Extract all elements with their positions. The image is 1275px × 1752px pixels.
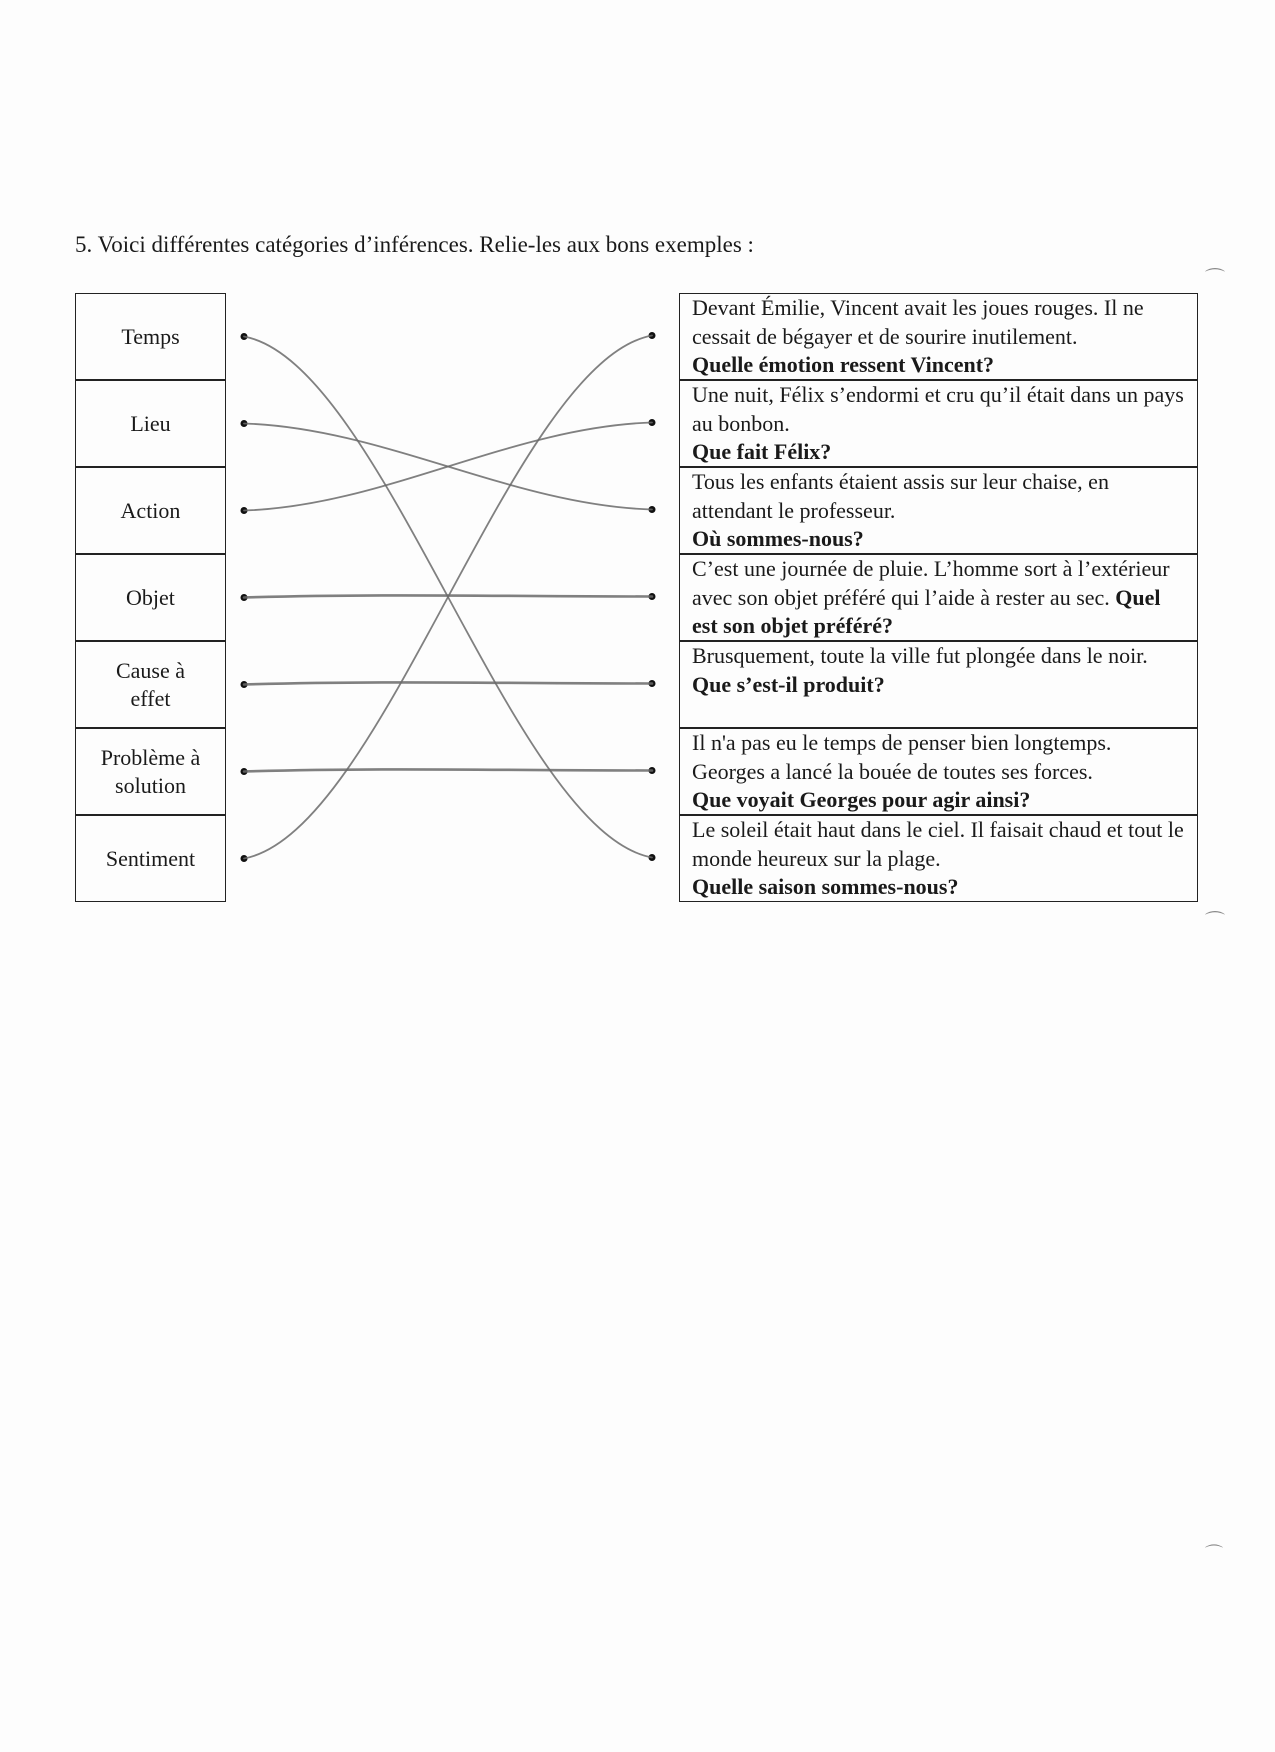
category-label: Temps: [121, 323, 180, 349]
category-box: [75, 641, 226, 728]
right-connection-dot: [649, 593, 656, 600]
category-box: [75, 293, 226, 380]
category-label: Problème à solution: [100, 744, 201, 798]
example-text: C’est une journée de pluie. L’homme sort à l’extérieur avec son objet préféré qui l’aide à rester au sec.: [692, 556, 1170, 610]
category-box: [75, 467, 226, 554]
category-box: [75, 380, 226, 467]
left-connection-dot: [241, 768, 248, 775]
category-box: [75, 728, 226, 815]
example-question: Que fait Félix?: [692, 439, 832, 464]
example-box: [679, 641, 1198, 728]
paper-mark: ⌒: [1205, 909, 1225, 933]
match-line: [244, 424, 652, 510]
example-box: [679, 467, 1198, 554]
right-connection-dot: [649, 680, 656, 687]
match-line: [244, 769, 652, 771]
match-line: [244, 336, 652, 859]
exercise-instruction: 5. Voici différentes catégories d’inférences. Relie-les aux bons exemples :: [75, 232, 754, 257]
left-connection-dot: [241, 507, 248, 514]
category-label: Cause à effet: [115, 657, 186, 711]
example-box: [679, 554, 1198, 641]
example-question: Quelle émotion ressent Vincent?: [692, 352, 995, 377]
category-label: Sentiment: [105, 845, 196, 871]
example-text: Il n'a pas eu le temps de penser bien longtemps. Georges a lancé la bouée de toutes ses forces.: [692, 730, 1112, 784]
example-box: [679, 815, 1198, 902]
match-line: [244, 337, 652, 858]
example-box: [679, 293, 1198, 380]
category-label: Objet: [126, 584, 175, 610]
left-connection-dot: [241, 681, 248, 688]
example-question: Quelle saison sommes-nous?: [692, 874, 959, 899]
left-connection-dot: [241, 594, 248, 601]
match-line: [244, 423, 652, 511]
right-connection-dot: [649, 506, 656, 513]
example-text: Le soleil était haut dans le ciel. Il faisait chaud et tout le monde heureux sur la plage.: [692, 817, 1184, 871]
left-connection-dot: [241, 420, 248, 427]
category-label: Action: [120, 497, 181, 523]
example-box: [679, 728, 1198, 815]
example-text: Une nuit, Félix s’endormi et cru qu’il était dans un pays au bonbon.: [692, 382, 1184, 436]
example-text: Tous les enfants étaient assis sur leur chaise, en attendant le professeur.: [692, 469, 1109, 523]
category-box: [75, 815, 226, 902]
category-box: [75, 554, 226, 641]
right-connection-dot: [649, 767, 656, 774]
example-question: Que s’est-il produit?: [692, 671, 885, 697]
match-line: [244, 682, 652, 684]
left-connection-dot: [241, 855, 248, 862]
right-connection-dot: [649, 332, 656, 339]
example-question: Quel est son objet préféré?: [692, 584, 1161, 638]
paper-mark: ⌒: [1205, 266, 1225, 290]
right-connection-dot: [649, 854, 656, 861]
example-question: Où sommes-nous?: [692, 526, 864, 551]
category-label: Lieu: [130, 410, 171, 436]
example-text: Devant Émilie, Vincent avait les joues rouges. Il ne cessait de bégayer et de sourire inutilement.: [692, 295, 1144, 349]
example-box: [679, 380, 1198, 467]
example-question: Que voyait Georges pour agir ainsi?: [692, 787, 1031, 812]
example-text: Brusquement, toute la ville fut plongée dans le noir.: [692, 643, 1148, 668]
match-line: [244, 595, 652, 597]
right-connection-dot: [649, 419, 656, 426]
paper-mark: ⌒: [1205, 1544, 1223, 1565]
left-connection-dot: [241, 333, 248, 340]
